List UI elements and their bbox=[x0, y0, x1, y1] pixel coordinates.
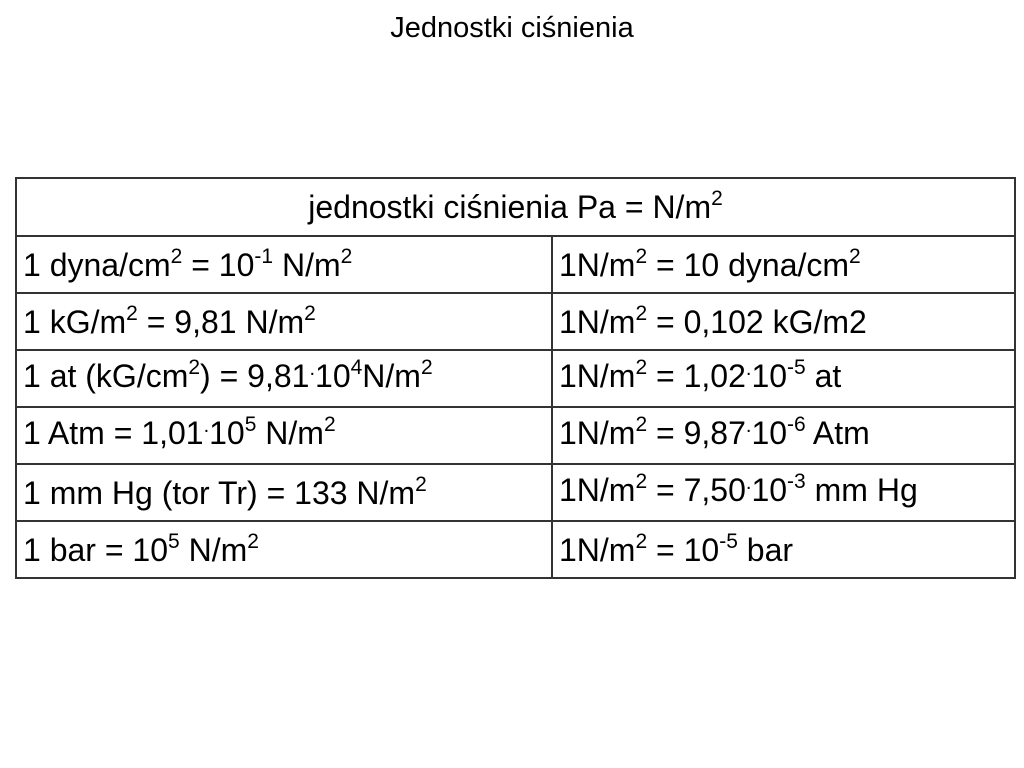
conversion-from-pascal-cell bbox=[552, 236, 1015, 293]
exponent-text: -5 bbox=[787, 356, 806, 380]
table-row bbox=[16, 521, 1015, 578]
formula-text: 1 at (kG/cm bbox=[23, 358, 189, 394]
table-header-text: jednostki ciśnienia Pa = N/m bbox=[308, 189, 712, 225]
exponent-text: 2 bbox=[635, 244, 648, 268]
multiplication-dot: . bbox=[745, 415, 752, 437]
formula-text: 1 kG/m bbox=[23, 303, 127, 340]
formula-text: 10 bbox=[751, 472, 788, 508]
multiplication-dot: . bbox=[745, 472, 752, 494]
exponent-text: 2 bbox=[188, 356, 201, 380]
formula-text: Atm bbox=[805, 415, 870, 451]
exponent-text: 2 bbox=[635, 470, 648, 494]
conversion-from-pascal-cell bbox=[552, 350, 1015, 407]
formula-text: 1N/m bbox=[559, 531, 636, 568]
multiplication-dot: . bbox=[745, 358, 752, 380]
formula-text: 1N/m bbox=[559, 303, 636, 340]
table-body bbox=[16, 178, 1015, 578]
formula-text: 1 dyna/cm bbox=[23, 246, 171, 283]
exponent-text: 4 bbox=[350, 356, 363, 380]
formula-text: N/m bbox=[256, 415, 324, 451]
conversion-to-pascal-cell bbox=[16, 464, 552, 521]
table-row bbox=[16, 464, 1015, 521]
conversion-from-pascal-cell bbox=[552, 293, 1015, 350]
table-row bbox=[16, 350, 1015, 407]
exponent-text: 2 bbox=[415, 472, 427, 496]
exponent-text: 2 bbox=[340, 244, 353, 268]
formula-text: N/m bbox=[179, 531, 248, 568]
conversion-from-pascal-cell bbox=[552, 521, 1015, 578]
pressure-units-table bbox=[15, 177, 1016, 579]
formula-text: = 10 dyna/cm bbox=[647, 246, 850, 283]
conversion-from-pascal-cell bbox=[552, 464, 1015, 521]
conversion-to-pascal-cell bbox=[16, 521, 552, 578]
exponent-text: 2 bbox=[420, 356, 433, 380]
table-row bbox=[16, 293, 1015, 350]
table-row bbox=[16, 236, 1015, 293]
conversion-to-pascal-cell bbox=[16, 293, 552, 350]
formula-text: ) = 9,81 bbox=[200, 358, 310, 394]
formula-text: = 10 bbox=[647, 531, 720, 568]
table-header-cell bbox=[16, 178, 1015, 236]
exponent-text: 2 bbox=[849, 244, 861, 268]
table-header-row bbox=[16, 178, 1015, 236]
formula-text: = 0,102 kG/m2 bbox=[647, 303, 867, 340]
formula-text: = 9,81 N/m bbox=[137, 303, 305, 340]
page-title: Jednostki ciśnienia bbox=[390, 12, 634, 44]
exponent-text: 2 bbox=[247, 529, 259, 553]
exponent-text: 2 bbox=[170, 244, 183, 268]
formula-text: 1N/m bbox=[559, 246, 636, 283]
formula-text: = 1,02 bbox=[647, 358, 746, 394]
exponent-text: 2 bbox=[635, 413, 648, 437]
exponent-text: 5 bbox=[244, 413, 257, 437]
formula-text: bar bbox=[737, 531, 794, 568]
formula-text: 10 bbox=[209, 415, 245, 451]
exponent-text: 2 bbox=[304, 301, 316, 325]
formula-text: 10 bbox=[751, 415, 788, 451]
formula-text: 1 Atm = 1,01 bbox=[23, 415, 204, 451]
formula-text: N/m bbox=[273, 246, 341, 283]
formula-text: = 7,50 bbox=[647, 472, 746, 508]
formula-text: = 10 bbox=[182, 246, 255, 283]
multiplication-dot: . bbox=[203, 415, 210, 437]
formula-text: 1 mm Hg (tor Tr) = 133 N/m bbox=[23, 474, 416, 511]
formula-text: at bbox=[805, 358, 842, 394]
formula-text: 1N/m bbox=[559, 415, 636, 451]
formula-text: mm Hg bbox=[805, 472, 918, 508]
table-header-exponent: 2 bbox=[711, 187, 723, 211]
conversion-to-pascal-cell bbox=[16, 236, 552, 293]
exponent-text: -6 bbox=[787, 413, 806, 437]
exponent-text: 2 bbox=[323, 413, 336, 437]
conversion-from-pascal-cell bbox=[552, 407, 1015, 464]
formula-text: 1N/m bbox=[559, 358, 636, 394]
exponent-text: -3 bbox=[787, 470, 806, 494]
formula-text: N/m bbox=[362, 358, 421, 394]
formula-text: = 9,87 bbox=[647, 415, 746, 451]
conversion-to-pascal-cell bbox=[16, 350, 552, 407]
exponent-text: 2 bbox=[635, 301, 648, 325]
exponent-text: -5 bbox=[719, 529, 738, 553]
formula-text: 1 bar = 10 bbox=[23, 531, 168, 568]
formula-text: 1N/m bbox=[559, 472, 636, 508]
exponent-text: 2 bbox=[635, 356, 648, 380]
exponent-text: 2 bbox=[635, 529, 648, 553]
conversion-to-pascal-cell bbox=[16, 407, 552, 464]
table-row bbox=[16, 407, 1015, 464]
formula-text: 10 bbox=[315, 358, 351, 394]
multiplication-dot: . bbox=[309, 358, 316, 380]
exponent-text: 5 bbox=[168, 529, 180, 553]
exponent-text: -1 bbox=[254, 244, 274, 268]
exponent-text: 2 bbox=[126, 301, 138, 325]
formula-text: 10 bbox=[751, 358, 788, 394]
